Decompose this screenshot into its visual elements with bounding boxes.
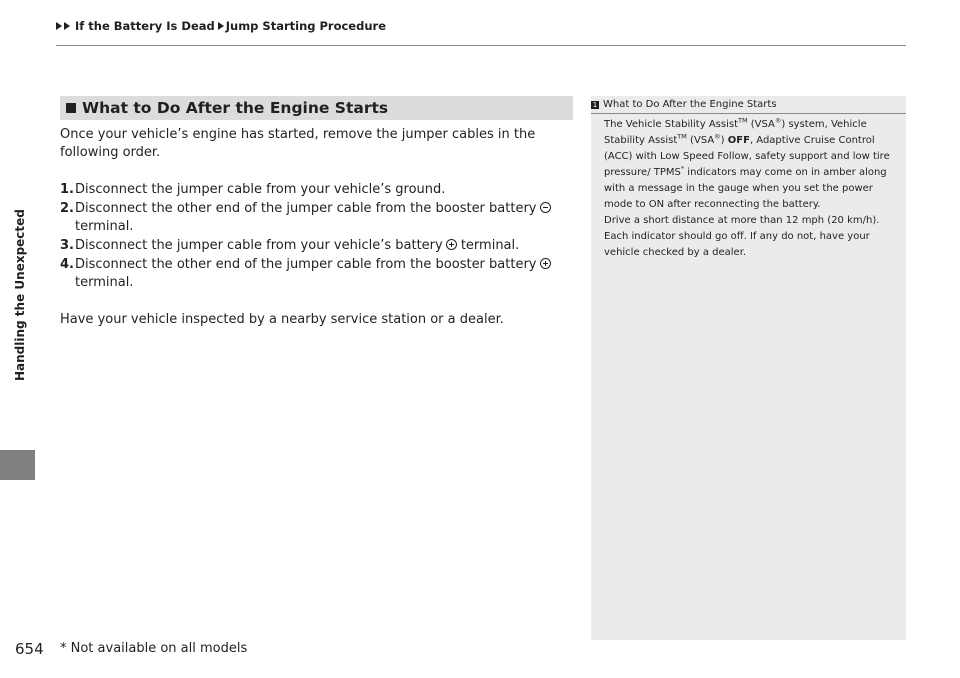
step-number: 3. [60,238,74,253]
header-divider [56,45,906,46]
step-item [60,237,580,255]
sidebar-note-title: What to Do After the Engine Starts [603,99,777,110]
section-title: What to Do After the Engine Starts [82,99,389,117]
breadcrumb [56,19,386,33]
chapter-tab-marker [0,450,35,480]
step-text: Disconnect the jumper cable from your vehicle’s ground. [75,182,446,197]
note-number-badge: 1 [592,100,598,109]
minus-terminal-icon [540,202,551,213]
footnote: * Not available on all models [60,641,248,656]
plus-terminal-icon [446,239,457,250]
sidebar-note-body [604,117,899,261]
sidebar-paragraph: The Vehicle Stability Assist™ (VSA®) system, Vehicle Stability Assist™ (VSA®) OFF, Adaptive Cruise Control (ACC) with Low Speed Follow, safety support and low tire pressure/ TPMS* indicators may come on in amber along with a message in the gauge when you set the power mode to ON after reconnecting the battery. [604,116,890,210]
chapter-tab-label: Handling the Unexpected [13,209,27,381]
intro-paragraph: Once your vehicle’s engine has started, remove the jumper cables in the following order. [60,127,536,160]
section-header [60,96,573,120]
step-item [60,256,580,292]
step-number: 4. [60,257,74,272]
step-item [60,181,580,199]
breadcrumb-item-jump-starting[interactable]: Jump Starting Procedure [225,19,386,33]
square-bullet-icon [66,103,76,113]
breadcrumb-arrow-icon [218,22,224,30]
closing-paragraph: Have your vehicle inspected by a nearby service station or a dealer. [60,312,504,327]
step-text: Disconnect the jumper cable from your vehicle’s battery [75,238,443,253]
step-number: 1. [60,182,74,197]
step-item [60,200,580,236]
step-text-suffix: terminal. [75,275,134,290]
plus-terminal-icon [540,258,551,269]
sidebar-note [591,96,906,640]
breadcrumb-arrow-icon [56,22,62,30]
sidebar-paragraph: Drive a short distance at more than 12 mph (20 km/h). Each indicator should go off. If any do not, have your vehicle checked by a dealer. [604,215,880,258]
step-number: 2. [60,201,74,216]
breadcrumb-arrow-icon [64,22,70,30]
step-list [60,181,580,293]
page-number: 654 [15,640,44,658]
breadcrumb-item-battery-dead[interactable]: If the Battery Is Dead [75,19,215,33]
step-text: Disconnect the other end of the jumper cable from the booster battery [75,257,537,272]
step-text-suffix: terminal. [75,219,134,234]
sidebar-note-header [591,96,906,114]
step-text: Disconnect the other end of the jumper cable from the booster battery [75,201,537,216]
step-text-suffix: terminal. [456,238,520,253]
